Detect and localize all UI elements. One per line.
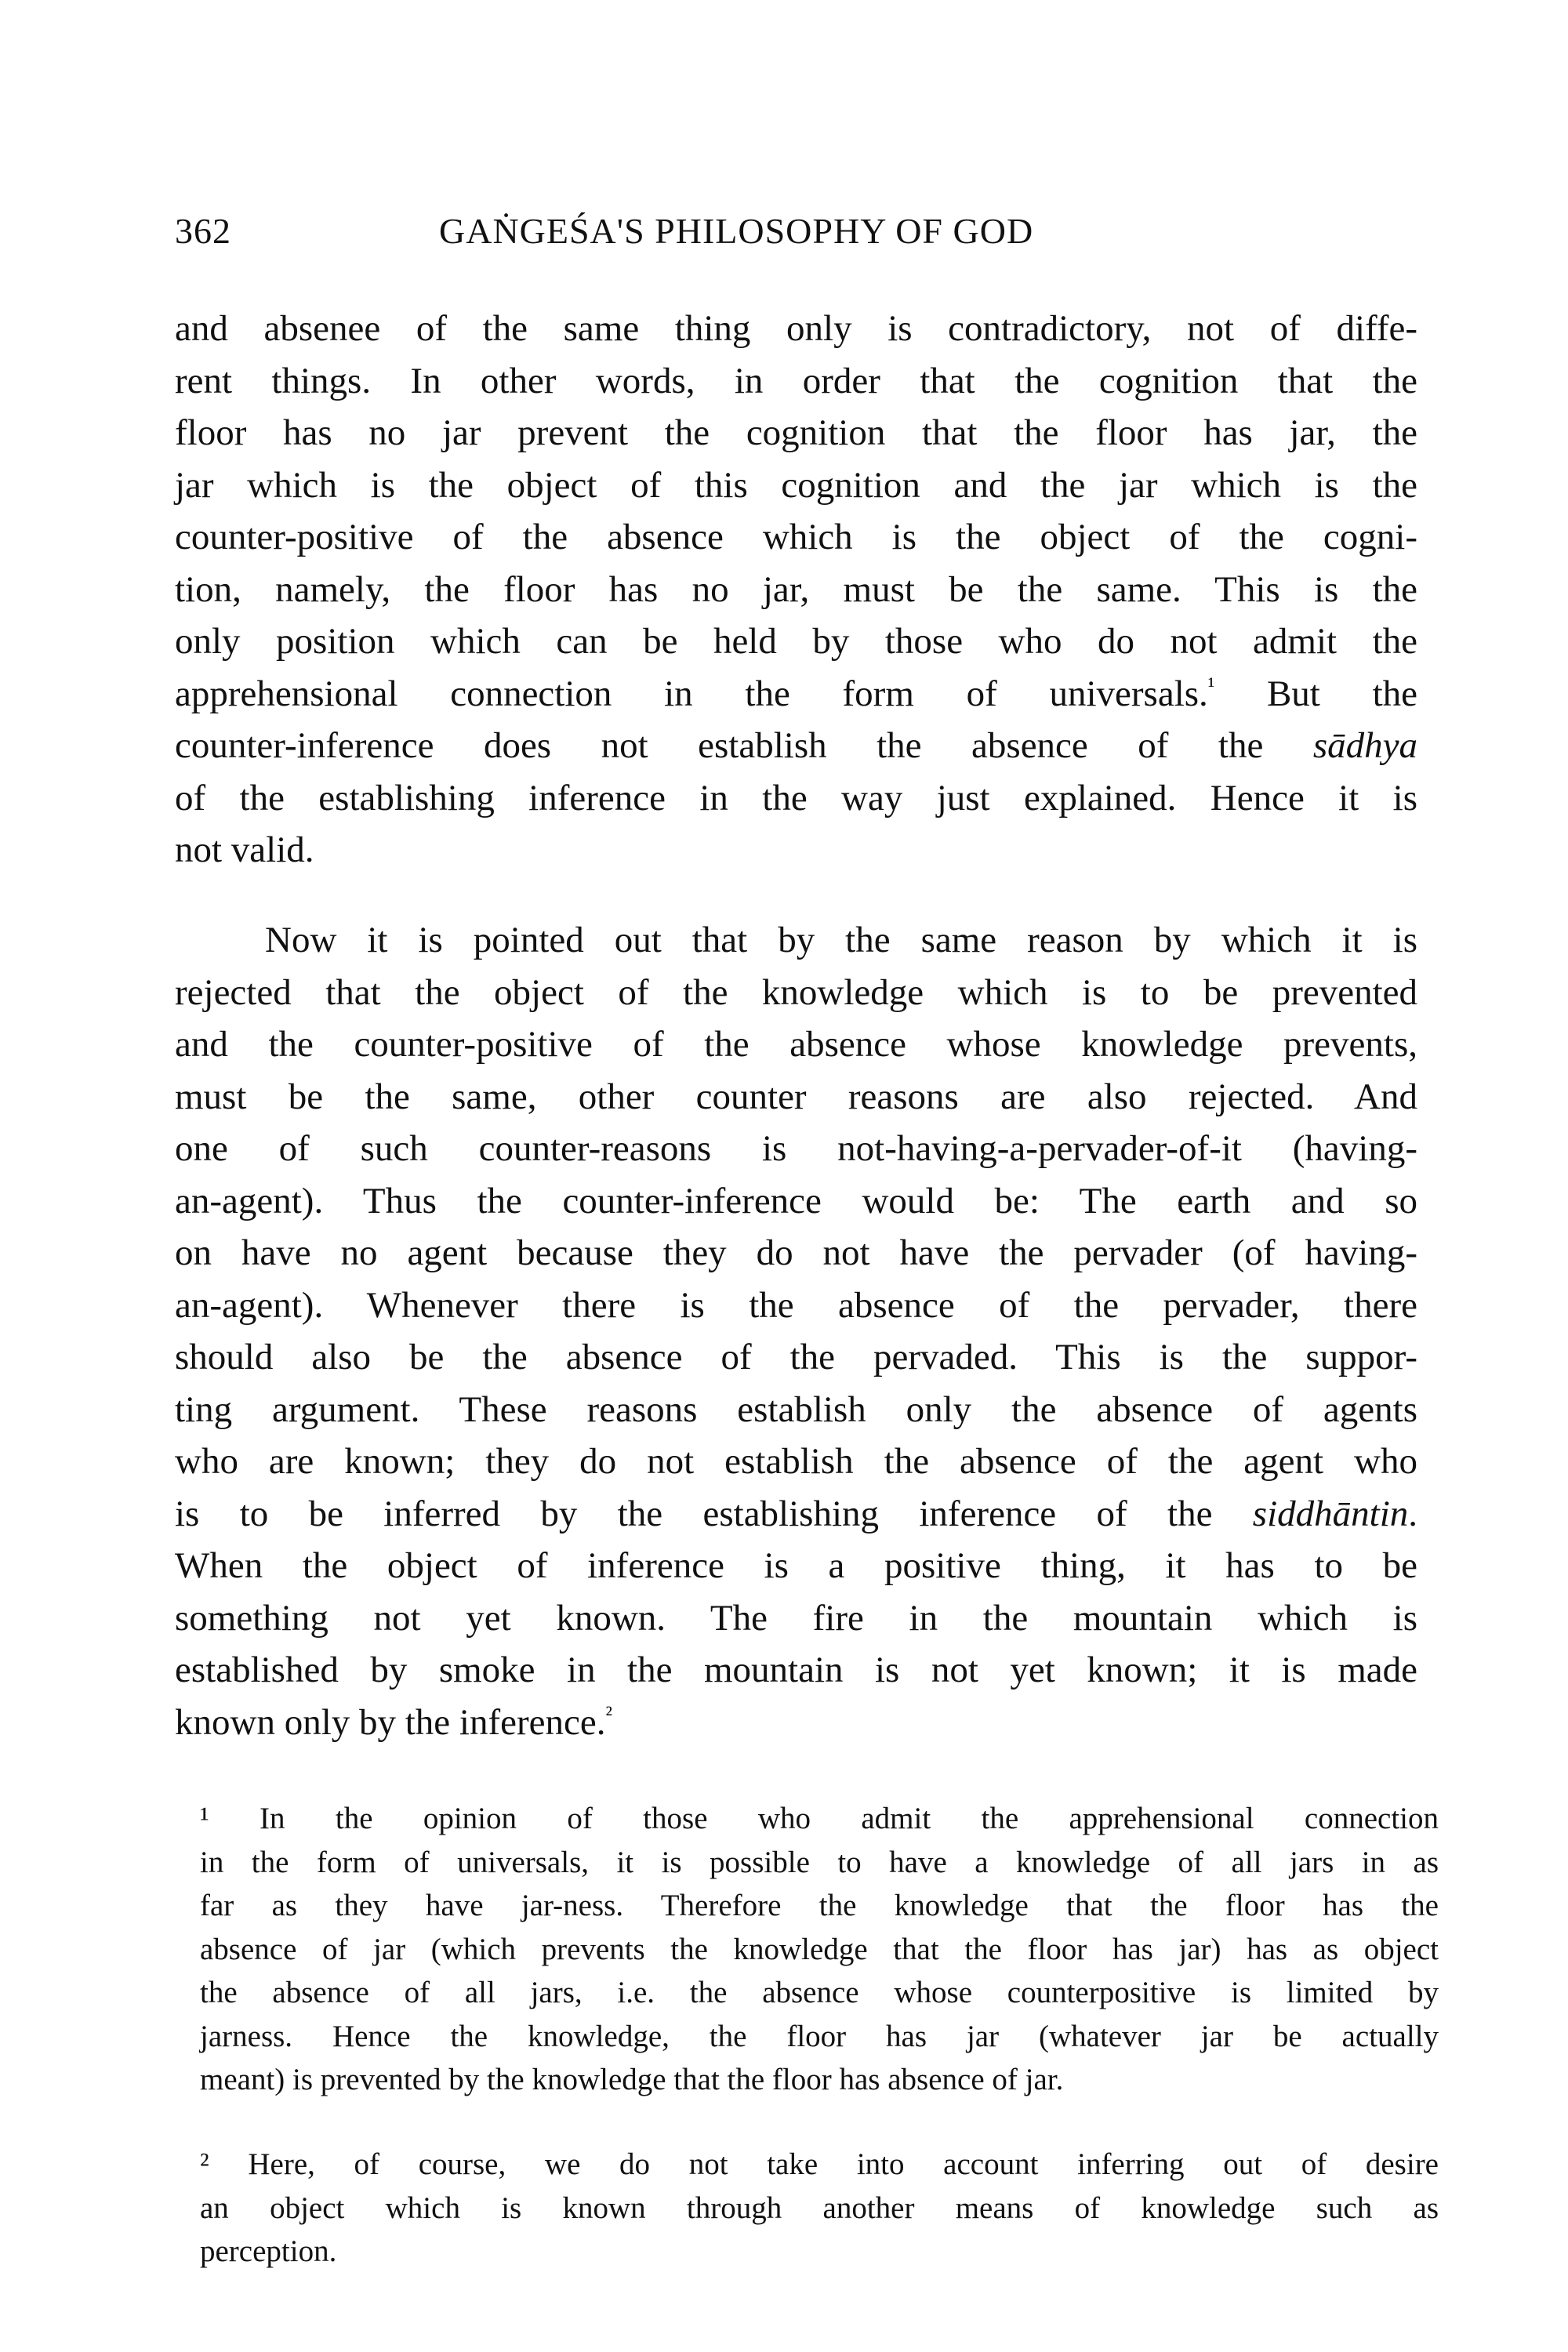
text-line: is to be inferred by the establishing inference of the siddhāntin. (175, 1493, 1417, 1534)
running-title: GAṄGEŚA'S PHILOSOPHY OF GOD (439, 211, 1034, 251)
text-line: ting argument. These reasons establish only the absence of agents (175, 1388, 1417, 1430)
text-line: floor has no jar prevent the cognition that the floor has jar, the (175, 412, 1417, 453)
footnote-2 (200, 2143, 1439, 2274)
footnote-1 (200, 1797, 1439, 2102)
text-line: an object which is known through another means of knowledge such as (200, 2190, 1439, 2225)
text-line: must be the same, other counter reasons are also rejected. And (175, 1076, 1417, 1117)
text-line: on have no agent because they do not have the pervader (of having- (175, 1232, 1417, 1273)
text-line: tion, namely, the floor has no jar, must be the same. This is the (175, 568, 1417, 610)
page-number: 362 (175, 211, 231, 251)
paragraph-2 (175, 914, 1417, 1748)
text-line: jarness. Hence the knowledge, the floor has jar (whatever jar be actually (200, 2019, 1439, 2053)
text-line: ¹ In the opinion of those who admit the apprehensional connection (200, 1802, 1439, 1835)
text-line: apprehensional connection in the form of universals.$^{^1}$ But the (175, 673, 1418, 714)
text-line: counter-inference does not establish the absence of the sādhya (175, 725, 1417, 766)
text-line: should also be the absence of the pervaded. This is the suppor- (175, 1337, 1417, 1377)
text-line: the absence of all jars, i.e. the absence whose counterpositive is limited by (200, 1976, 1439, 2009)
text-line: ² Here, of course, we do not take into account inferring out of desire (200, 2147, 1439, 2181)
text-line: in the form of universals, it is possible to have a knowledge of all jars in as (200, 1845, 1439, 1879)
text-line: jar which is the object of this cognition and the jar which is the (175, 464, 1417, 506)
text-line: perception. (200, 2234, 337, 2268)
text-line: rent things. In other words, in order that the cognition that the (175, 360, 1417, 401)
text-line: Now it is pointed out that by the same reason by which it is (265, 920, 1417, 960)
text-line: not valid. (175, 829, 314, 870)
text-line: only position which can be held by those who do not admit the (175, 621, 1417, 662)
text-line: something not yet known. The fire in the mountain which is (175, 1597, 1417, 1639)
text-line: and absenee of the same thing only is contradictory, not of diffe- (175, 308, 1417, 349)
text-line: who are known; they do not establish the absence of the agent who (175, 1441, 1417, 1482)
text-line: rejected that the object of the knowledge which is to be prevented (175, 971, 1417, 1013)
text-line: When the object of inference is a positive thing, it has to be (175, 1545, 1417, 1586)
text-line: of the establishing inference in the way just explained. Hence it is (175, 777, 1417, 818)
text-line: and the counter-positive of the absence whose knowledge prevents, (175, 1024, 1417, 1065)
text-line: one of such counter-reasons is not-having-a-pervader-of-it (having- (175, 1128, 1417, 1169)
text-line: an-agent). Thus the counter-inference would be: The earth and so (175, 1180, 1417, 1221)
text-line: absence of jar (which prevents the knowledge that the floor has jar) has as object (200, 1932, 1439, 1966)
text-line: an-agent). Whenever there is the absence of the pervader, there (175, 1284, 1417, 1326)
paragraph-1 (175, 303, 1417, 877)
text-line: far as they have jar-ness. Therefore the knowledge that the floor has the (200, 1889, 1439, 1922)
text-line: known only by the inference.$^{^2}$ (175, 1701, 612, 1743)
text-line: counter-positive of the absence which is the object of the cogni- (175, 517, 1417, 557)
text-line: meant) is prevented by the knowledge that the floor has absence of jar. (200, 2063, 1064, 2096)
text-line: established by smoke in the mountain is not yet known; it is made (175, 1650, 1417, 1690)
